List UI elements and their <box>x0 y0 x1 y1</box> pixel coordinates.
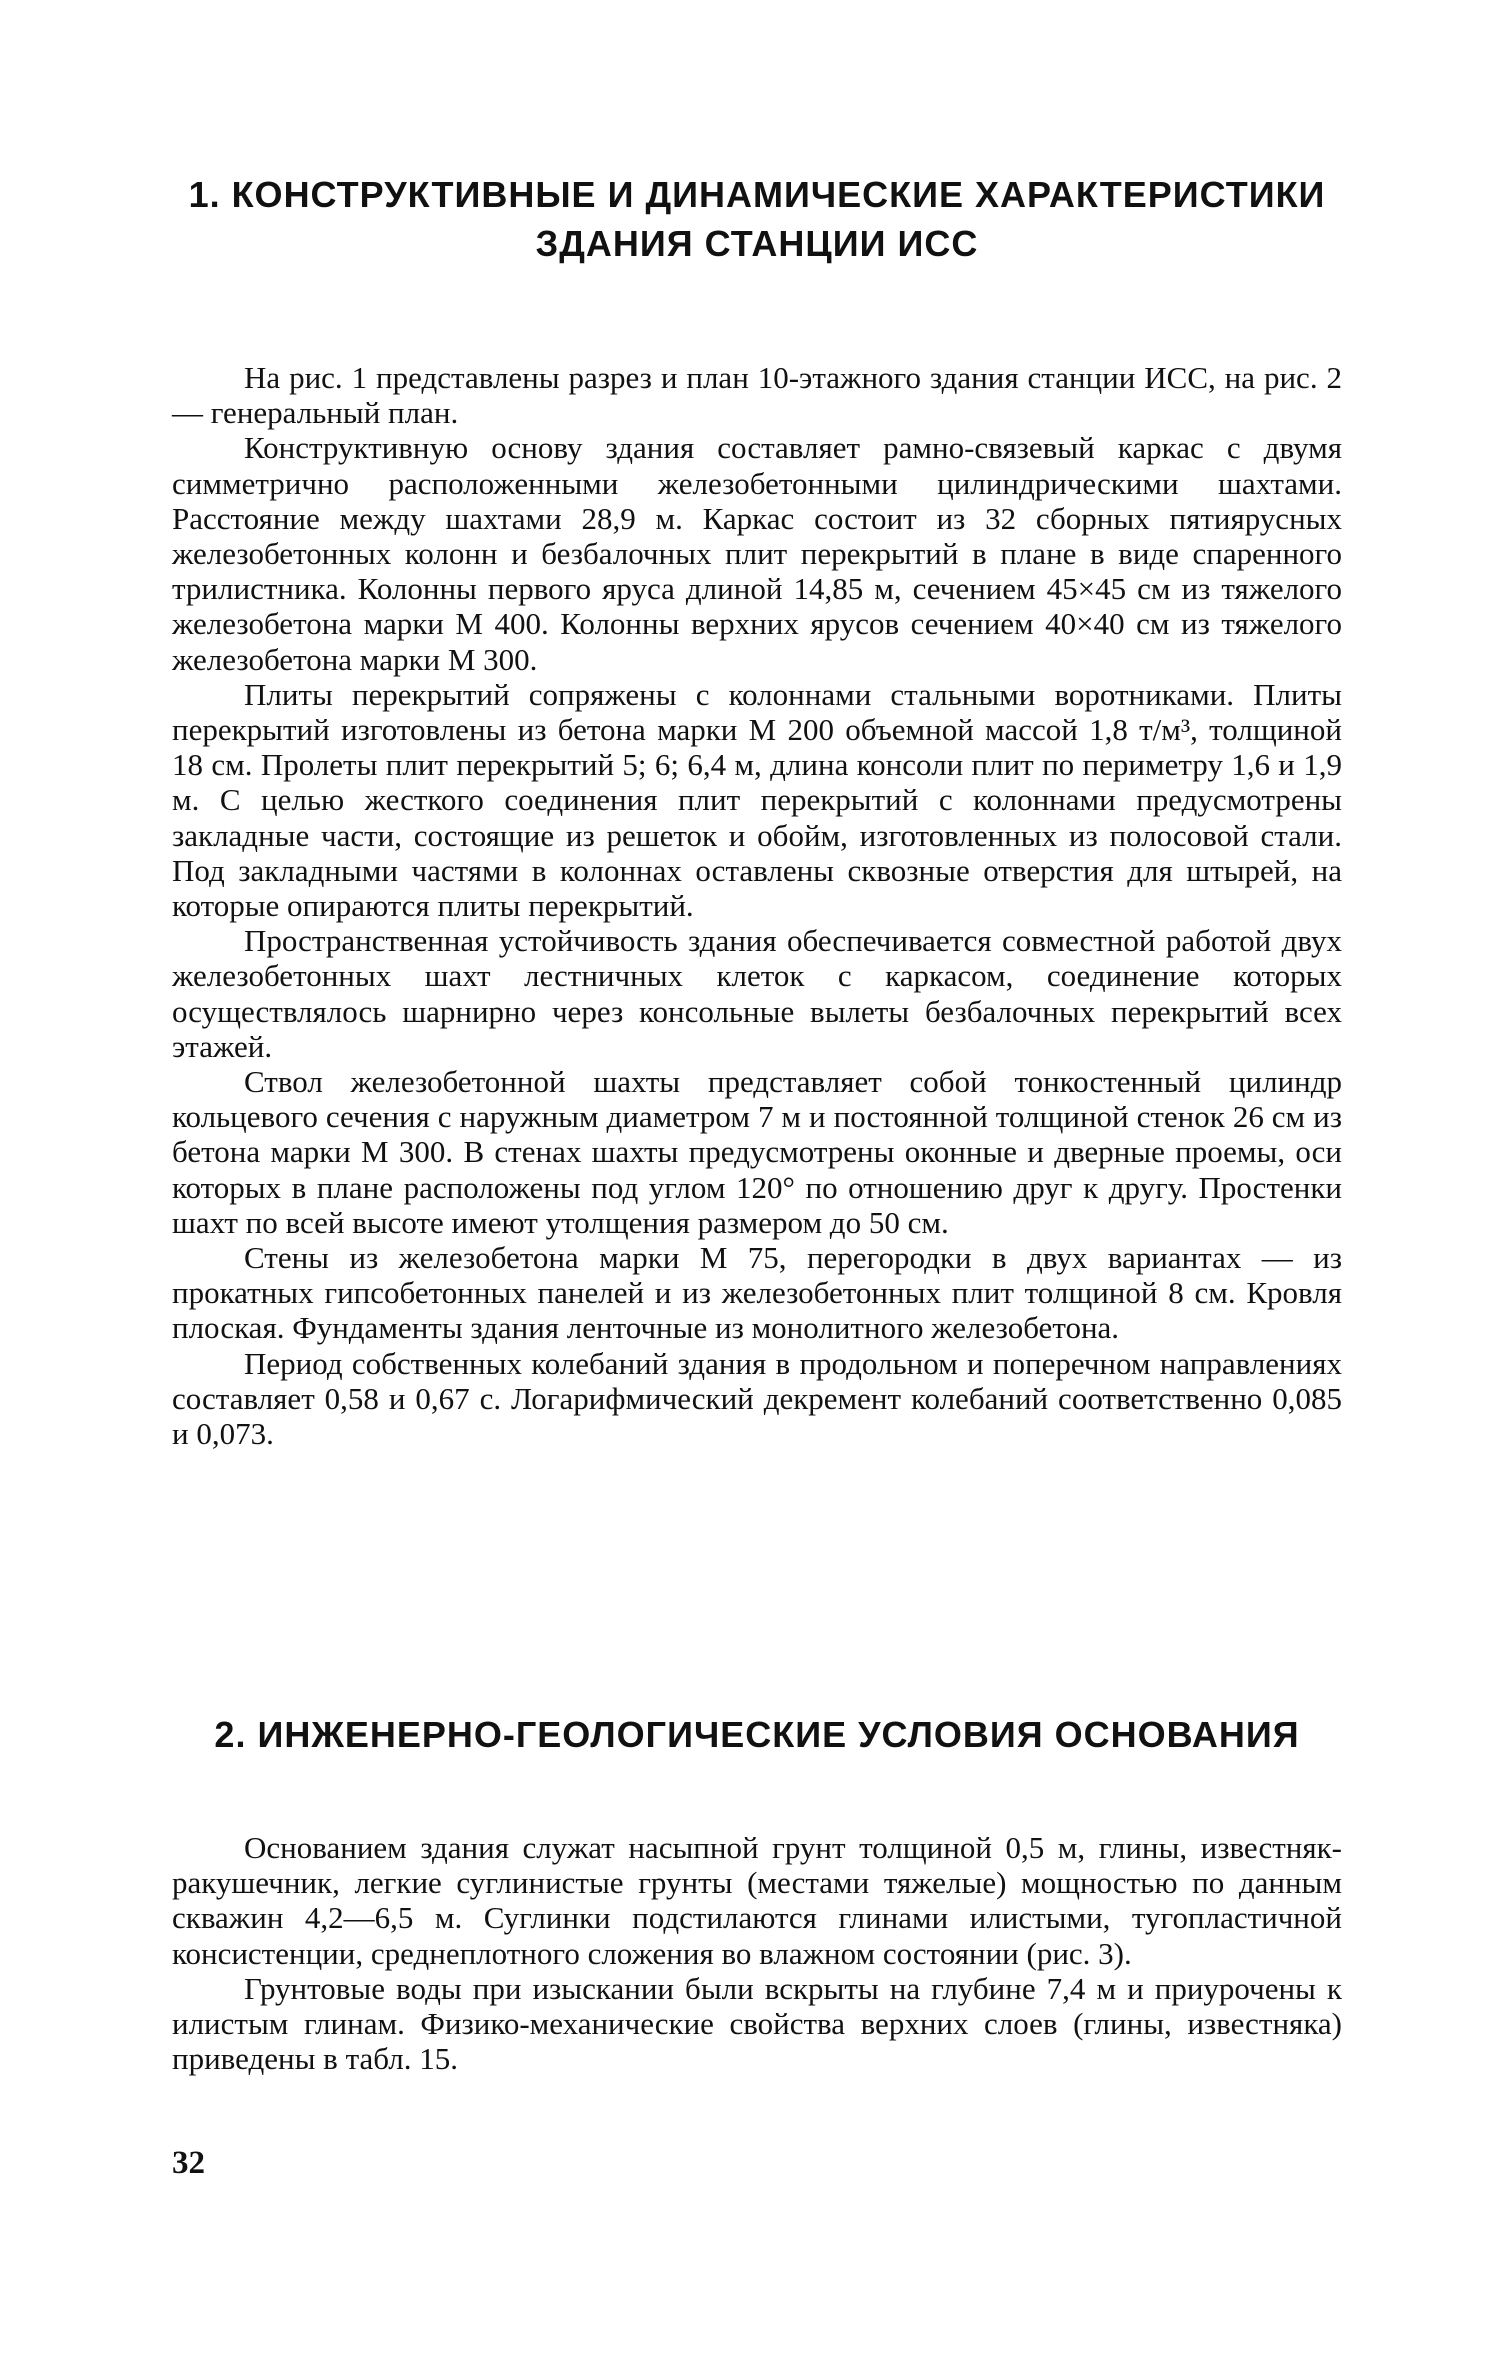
paragraph: Грунтовые воды при изыскании были вскрыты на глубине 7,4 м и приурочены к илистым глинам. Физико-механические свойства верхних слоев (глины, известняка) приведены в табл. 15. <box>172 1970 1342 2077</box>
section-1-title-line-2: ЗДАНИЯ СТАНЦИИ ИСС <box>535 223 979 264</box>
paragraph: Стены из железобетона марки М 75, перегородки в двух вариантах — из прокатных гипсобетонных панелей и из железобетонных плит толщиной 8 см. Кровля плоская. Фундаменты здания ленточные из монолитного железобетона. <box>172 1240 1342 1346</box>
paragraph: Конструктивную основу здания составляет рамно-связевый каркас с двумя симметрично расположенными железобетонными цилиндрическими шахтами. Расстояние между шахтами 28,9 м. Каркас состоит из 32 сборных пятиярусных железобетонных колонн и безбалочных плит перекрытий в плане в виде спаренного трилистника. Колонны первого яруса длиной 14,85 м, сечением 45×45 см из тяжелого железобетона марки М 400. Колонны верхних ярусов сечением 40×40 см из тяжелого железобетона марки М 300. <box>172 430 1342 677</box>
section-1-title-line-1: 1. КОНСТРУКТИВНЫЕ И ДИНАМИЧЕСКИЕ ХАРАКТЕРИСТИКИ <box>188 174 1326 215</box>
document-page <box>172 0 1342 2362</box>
paragraph: Пространственная устойчивость здания обеспечивается совместной работой двух железобетонных шахт лестничных клеток с каркасом, соединение которых осуществлялось шарнирно через консольные вылеты безбалочных перекрытий всех этажей. <box>172 923 1342 1064</box>
section-2-title: 2. ИНЖЕНЕРНО-ГЕОЛОГИЧЕСКИЕ УСЛОВИЯ ОСНОВАНИЯ <box>214 1714 1300 1755</box>
paragraph: Основанием здания служат насыпной грунт толщиной 0,5 м, глины, известняк-ракушечник, легкие суглинистые грунты (местами тяжелые) мощностью по данным скважин 4,2—6,5 м. Суглинки подстилаются глинами илистыми, тугопластичной консистенции, среднеплотного сложения во влажном состоянии (рис. 3). <box>172 1830 1342 1971</box>
paragraph: На рис. 1 представлены разрез и план 10-этажного здания станции ИСС, на рис. 2 — генеральный план. <box>172 360 1342 431</box>
page-number: 32 <box>172 2145 205 2181</box>
paragraph: Плиты перекрытий сопряжены с колоннами стальными воротниками. Плиты перекрытий изготовлены из бетона марки М 200 объемной массой 1,8 т/м³, толщиной 18 см. Пролеты плит перекрытий 5; 6; 6,4 м, длина консоли плит по периметру 1,6 и 1,9 м. С целью жесткого соединения плит перекрытий с колоннами предусмотрены закладные части, состоящие из решеток и обойм, изготовленных из полосовой стали. Под закладными частями в колоннах оставлены сквозные отверстия для штырей, на которые опираются плиты перекрытий. <box>172 676 1342 924</box>
section-1-body <box>172 360 1342 1451</box>
section-2-body <box>172 1830 1342 2076</box>
section-1-heading <box>172 170 1342 268</box>
paragraph: Период собственных колебаний здания в продольном и поперечном направлениях составляет 0,58 и 0,67 с. Логарифмический декремент колебаний соответственно 0,085 и 0,073. <box>172 1345 1342 1452</box>
section-2-heading <box>172 1710 1342 1759</box>
paragraph: Ствол железобетонной шахты представляет собой тонкостенный цилиндр кольцевого сечения с наружным диаметром 7 м и постоянной толщиной стенок 26 см из бетона марки М 300. В стенах шахты предусмотрены оконные и дверные проемы, оси которых в плане расположены под углом 120° по отношению друг к другу. Простенки шахт по всей высоте имеют утолщения размером до 50 см. <box>172 1064 1342 1240</box>
